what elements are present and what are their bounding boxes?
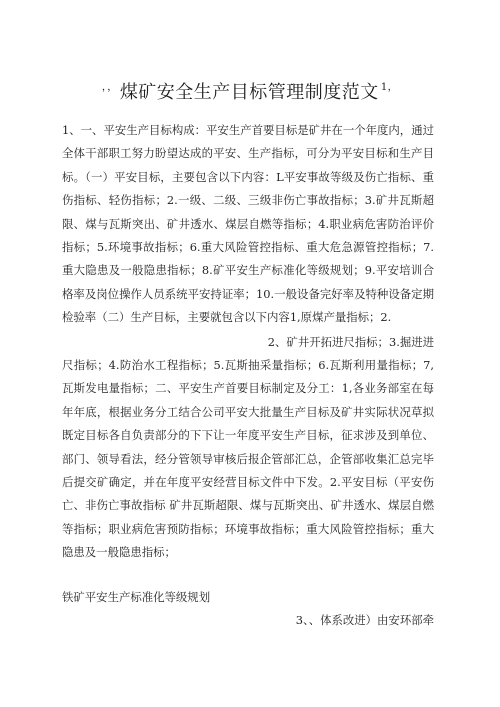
plain-line-1: 铁矿平安生产标准化等级规划: [62, 590, 211, 604]
title-prefix-mark: ，，: [101, 82, 118, 93]
title-suffix-mark: 1，: [380, 82, 399, 93]
page-title: [0, 78, 500, 104]
paragraph-2: 尺指标；4.防治水工程指标；5.瓦斯抽采量指标；6.瓦斯利用量指标；7,瓦斯发电量指标；二、平安生产首要目标制定及分工：1,各业务部室在每年年底，根据业务分工结合公司平安大批量生产目标及矿井实际状况草拟既定目标各自负责部分的下下让一年度平安生产目标，征求涉及到单位、部门、领导看法，经分管领导审核后报企管部汇总，企管部收集汇总完毕后提交矿确定，并在年度平安经营目标文件中下发。2.平安目标（平安伤亡、非伤亡事故指标 矿井瓦斯超限、煤与瓦斯突出、矿井透水、煤层自燃等指标；职业病危害预防指标；环境事故指标；重大风险管控指标；重大隐患及一般隐患指标；: [62, 358, 434, 560]
title-text: 煤矿安全生产目标管理制度范文: [119, 82, 379, 103]
right-aligned-line-1: 2、矿井开拓进尺指标；3.掘进进: [267, 335, 434, 349]
right-aligned-line-2: 3、、体系改进）由安环部牵: [295, 613, 434, 627]
paragraph-1: 1、一、平安生产目标构成：平安生产首要目标是矿井在一个年度内，通过全体干部职工努力盼望达成的平安、生产指标，可分为平安目标和生产目标。（一）平安目标，主要包含以下内容：L平安事故等级及伤亡指标、重伤指标、轻伤指标；2.一级、二级、三级非伤亡事故指标；3.矿井瓦斯超限、煤与瓦斯突出、矿井透水、煤层自燃等指标；4.职业病危害防治评价指标；5.环境事故指标；6.重大风险管控指标、重大危急源管控指标；7.重大隐患及一般隐患指标；8.矿平安生产标准化等级规划；9.平安培训合格率及岗位操作人员系统平安持证率；10.一般设备完好率及特种设备定期检验率（二）生产目标，主要就包含以下内容1,原煤产量指标；2.: [62, 123, 434, 325]
